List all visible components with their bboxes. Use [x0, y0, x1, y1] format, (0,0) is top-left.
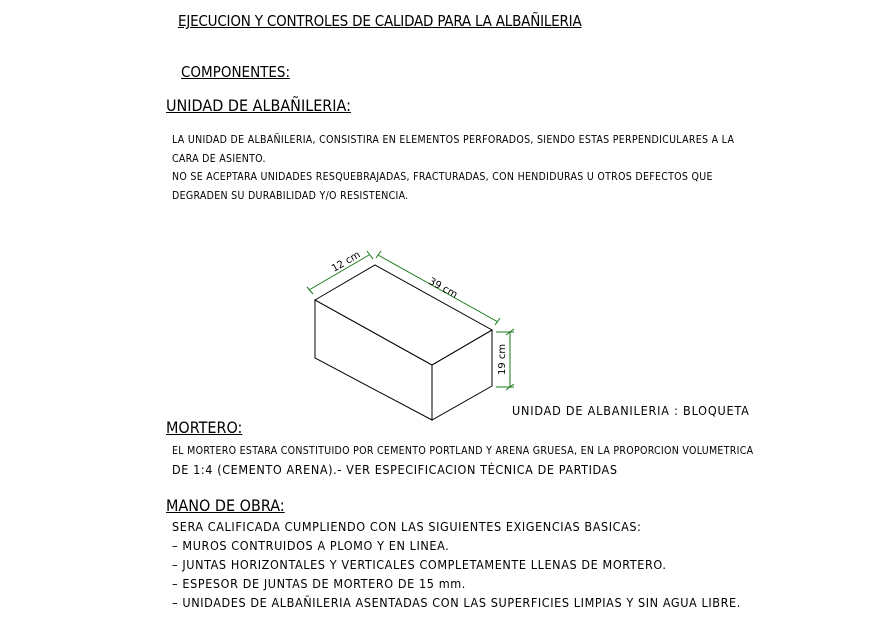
unidad-line: CARA DE ASIENTO.: [172, 152, 266, 165]
mortero-line-1: EL MORTERO ESTARA CONSTITUIDO POR CEMENTO PORTLAND Y ARENA GRUESA, EN LA PROPORCION VOLUMETRICA: [172, 445, 754, 457]
mano-obra-line: – ESPESOR DE JUNTAS DE MORTERO DE 15 mm.: [172, 576, 466, 591]
mortero-line-2: DE 1:4 (CEMENTO ARENA).- VER ESPECIFICACION TÉCNICA DE PARTIDAS: [172, 462, 618, 477]
mano-obra-heading: MANO DE OBRA:: [166, 496, 285, 515]
dim-label-height: 19 cm: [497, 343, 508, 375]
mano-obra-list: [172, 517, 741, 612]
unidad-line: DEGRADEN SU DURABILIDAD Y/O RESISTENCIA.: [172, 189, 409, 202]
brick-side-face: [432, 330, 492, 420]
unidad-line: LA UNIDAD DE ALBAÑILERIA, CONSISTIRA EN ELEMENTOS PERFORADOS, SIENDO ESTAS PERPENDICULARES A LA: [172, 134, 735, 146]
diagram-caption: UNIDAD DE ALBANILERIA : BLOQUETA: [512, 403, 750, 418]
mano-obra-line: – UNIDADES DE ALBAÑILERIA ASENTADAS CON LAS SUPERFICIES LIMPIAS Y SIN AGUA LIBRE.: [172, 595, 741, 610]
dim-label-width: 12 cm: [330, 249, 363, 275]
brick-top-face: [315, 265, 492, 365]
mano-obra-line: SERA CALIFICADA CUMPLIENDO CON LAS SIGUIENTES EXIGENCIAS BASICAS:: [172, 519, 642, 534]
unidad-line: NO SE ACEPTARA UNIDADES RESQUEBRAJADAS, FRACTURADAS, CON HENDIDURAS U OTROS DEFECTOS QUE: [172, 171, 713, 183]
dim-label-length: 39 cm: [426, 276, 460, 301]
mano-obra-line: – JUNTAS HORIZONTALES Y VERTICALES COMPLETAMENTE LLENAS DE MORTERO.: [172, 557, 667, 572]
mano-obra-line: – MUROS CONTRUIDOS A PLOMO Y EN LINEA.: [172, 538, 450, 553]
brick-front-face: [315, 300, 432, 420]
mortero-heading: MORTERO:: [166, 418, 243, 437]
unidad-heading: UNIDAD DE ALBAÑILERIA:: [166, 96, 351, 115]
components-heading: COMPONENTES:: [181, 63, 291, 81]
document-title: EJECUCION Y CONTROLES DE CALIDAD PARA LA ALBAÑILERIA: [178, 12, 582, 30]
